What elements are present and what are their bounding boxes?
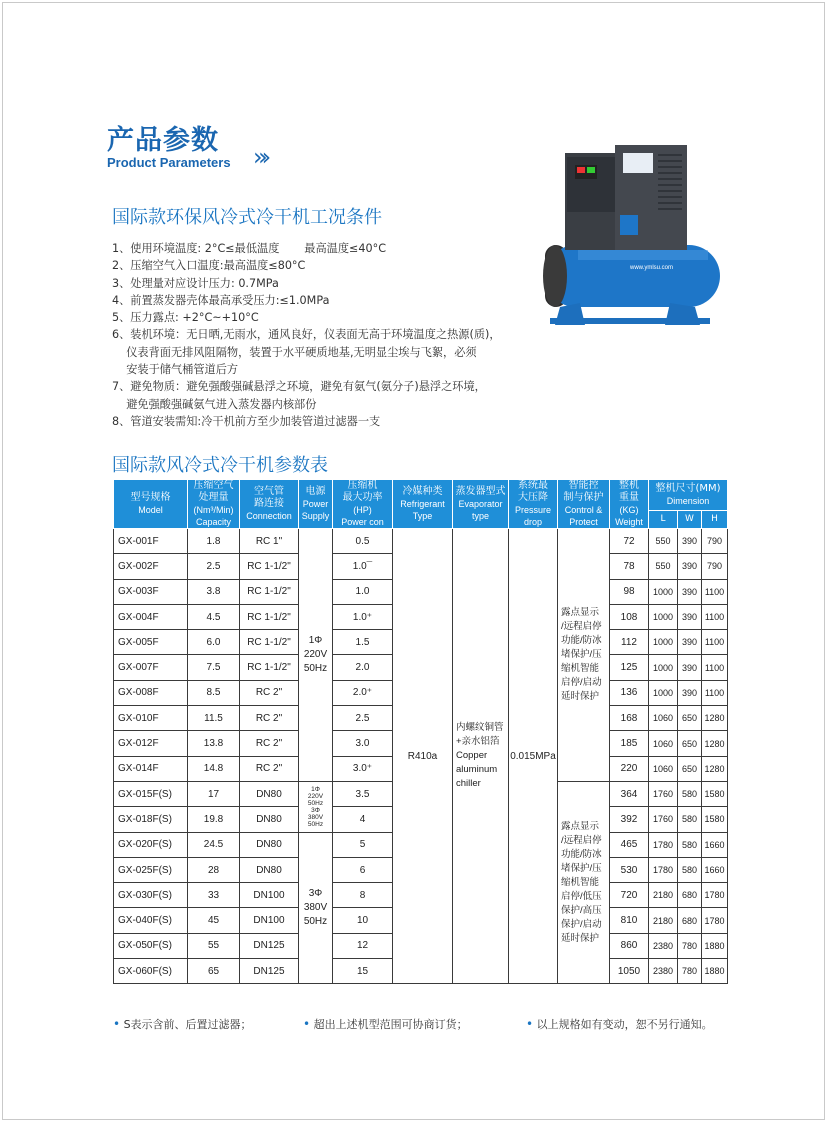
cell-line: 380V xyxy=(303,901,328,913)
weight-cell: 72 xyxy=(610,529,649,554)
header-line: 整机尺寸(MM) xyxy=(655,482,721,494)
dim-w-cell: 680 xyxy=(678,908,702,933)
cell-line: /远程启停 xyxy=(561,834,602,846)
dim-w-cell: 390 xyxy=(678,630,702,655)
dim-h-cell: 1100 xyxy=(702,604,728,629)
dim-h-cell: 1100 xyxy=(702,680,728,705)
model-cell: GX-020F(S) xyxy=(114,832,188,857)
connection-cell: RC 2" xyxy=(240,731,299,756)
note-3: • 以上规格如有变动，恕不另行通知。 xyxy=(526,1017,713,1031)
cell-line: 50Hz xyxy=(303,915,328,927)
condition-item: 4、前置蒸发器壳体最高承受压力:≤1.0MPa xyxy=(112,293,330,307)
header-line: Evaporator xyxy=(458,499,503,509)
refrigerant-cell: R410a xyxy=(393,529,453,984)
condition-item: 7、避免物质：避免强酸强碱悬浮之环境，避免有氨气(氨分子)悬浮之环境， xyxy=(112,380,486,394)
model-cell: GX-008F xyxy=(114,680,188,705)
header-line: Power con xyxy=(341,517,384,527)
col-evaporator xyxy=(453,480,509,529)
hp-cell: 5 xyxy=(333,832,393,857)
dim-l-cell: 2380 xyxy=(649,959,678,984)
cell-line: 50Hz xyxy=(307,799,324,807)
capacity-cell: 14.8 xyxy=(188,756,240,781)
condition-item: 仪表背面无排风阻隔物，装置于水平硬质地基,无明显尘埃与飞絮，必须 xyxy=(112,345,477,359)
dim-h-cell: 1280 xyxy=(702,706,728,731)
header-line: Model xyxy=(138,505,163,515)
header-line: Control & xyxy=(564,505,603,515)
header-line: 大压降 xyxy=(518,492,548,503)
cell-line: 内螺纹铜管 xyxy=(456,722,504,734)
capacity-cell: 4.5 xyxy=(188,604,240,629)
dim-l-cell: 1000 xyxy=(649,604,678,629)
header-line: 路连接 xyxy=(254,498,284,509)
cell-line: aluminum xyxy=(456,764,498,776)
connection-cell: RC 1-1/2" xyxy=(240,630,299,655)
cell-line: 延时保护 xyxy=(561,690,600,702)
table-row xyxy=(114,529,728,554)
cell-line: 启停/启动 xyxy=(561,676,602,688)
cell-line: 延时保护 xyxy=(561,932,600,944)
model-cell: GX-010F xyxy=(114,706,188,731)
dim-w-cell: 650 xyxy=(678,756,702,781)
hp-cell: 1.0 xyxy=(333,579,393,604)
weight-cell: 810 xyxy=(610,908,649,933)
dim-w-cell: 390 xyxy=(678,579,702,604)
connection-cell: RC 2" xyxy=(240,756,299,781)
hp-cell: 1.5 xyxy=(333,630,393,655)
model-cell: GX-040F(S) xyxy=(114,908,188,933)
dim-w-cell: 680 xyxy=(678,883,702,908)
weight-cell: 465 xyxy=(610,832,649,857)
dim-w-cell: 390 xyxy=(678,604,702,629)
header-line: 整机 xyxy=(619,480,639,491)
header-line: type xyxy=(471,511,489,521)
cell-line: 缩机智能 xyxy=(561,876,600,888)
dim-h-cell: 1660 xyxy=(702,832,728,857)
dim-w-cell: 580 xyxy=(678,857,702,882)
weight-cell: 185 xyxy=(610,731,649,756)
power-cell xyxy=(299,781,333,832)
control-cell xyxy=(558,781,610,983)
header-line: 压缩空气 xyxy=(193,480,234,491)
page-title: 产品参数 xyxy=(107,125,219,156)
col-pressure xyxy=(509,480,558,529)
header-line: 空气管 xyxy=(254,486,284,497)
header-line: (Nm³/Min) xyxy=(193,505,234,515)
header-line: Connection xyxy=(246,511,292,521)
product-url: www.ymlsu.com xyxy=(630,265,674,271)
col-dim-w: W xyxy=(678,510,702,528)
col-weight xyxy=(610,480,649,529)
cell-line: 220V xyxy=(307,792,324,800)
capacity-cell: 11.5 xyxy=(188,706,240,731)
model-cell: GX-003F xyxy=(114,579,188,604)
dim-w-cell: 580 xyxy=(678,807,702,832)
cell-line: 1Φ xyxy=(308,634,323,646)
dim-h-cell: 1280 xyxy=(702,731,728,756)
col-dim-l: L xyxy=(649,510,678,528)
dim-w-cell: 780 xyxy=(678,959,702,984)
header-line: 制与保护 xyxy=(563,492,604,503)
capacity-cell: 55 xyxy=(188,933,240,958)
dim-l-cell: 1060 xyxy=(649,731,678,756)
cell-line: Copper xyxy=(456,750,488,762)
connection-cell: RC 1-1/2" xyxy=(240,655,299,680)
capacity-cell: 28 xyxy=(188,857,240,882)
hp-cell: 15 xyxy=(333,959,393,984)
weight-cell: 168 xyxy=(610,706,649,731)
cell-line: /远程启停 xyxy=(561,620,602,632)
header-line: 蒸发器型式 xyxy=(455,486,506,497)
connection-cell: DN80 xyxy=(240,807,299,832)
connection-cell: RC 1-1/2" xyxy=(240,604,299,629)
cell-line: 50Hz xyxy=(307,820,324,828)
condition-item: 安装于储气桶管道后方 xyxy=(112,363,239,377)
cell-line: 380V xyxy=(307,813,324,821)
capacity-cell: 19.8 xyxy=(188,807,240,832)
cell-line: 50Hz xyxy=(303,662,328,674)
col-connection xyxy=(240,480,299,529)
model-cell: GX-025F(S) xyxy=(114,857,188,882)
cell-line: 3Φ xyxy=(308,887,323,899)
dim-h-cell: 1880 xyxy=(702,933,728,958)
header-line: (KG) xyxy=(619,505,639,515)
model-cell: GX-004F xyxy=(114,604,188,629)
capacity-cell: 1.8 xyxy=(188,529,240,554)
model-cell: GX-002F xyxy=(114,554,188,579)
hp-cell: 2.0⁺ xyxy=(333,680,393,705)
cell-line: 保护/高压 xyxy=(561,904,602,916)
capacity-cell: 24.5 xyxy=(188,832,240,857)
condition-item: 6、装机环境：无日晒,无雨水，通风良好，仪表面无高于环境温度之热源(质)， xyxy=(112,328,501,342)
dim-h-cell: 790 xyxy=(702,554,728,579)
header-line: Refrigerant xyxy=(400,499,445,509)
condition-item: 3、处理量对应设计压力: 0.7MPa xyxy=(112,276,279,290)
col-dim-h: H xyxy=(702,510,728,528)
dim-l-cell: 1000 xyxy=(649,579,678,604)
dim-l-cell: 1060 xyxy=(649,756,678,781)
condition-item: 2、压缩空气入口温度:最高温度≤80°C xyxy=(112,259,306,273)
capacity-cell: 33 xyxy=(188,883,240,908)
cell-line: 功能/防冰 xyxy=(561,634,602,646)
note-1: • S表示含前、后置过滤器； xyxy=(113,1017,252,1031)
weight-cell: 530 xyxy=(610,857,649,882)
connection-cell: DN100 xyxy=(240,908,299,933)
capacity-cell: 45 xyxy=(188,908,240,933)
dim-h-cell: 1100 xyxy=(702,630,728,655)
header-line: (HP) xyxy=(353,505,372,515)
hp-cell: 1.0⁺ xyxy=(333,604,393,629)
hp-cell: 0.5 xyxy=(333,529,393,554)
cell-line: 1Φ xyxy=(311,785,320,793)
weight-cell: 98 xyxy=(610,579,649,604)
connection-cell: DN80 xyxy=(240,857,299,882)
weight-cell: 108 xyxy=(610,604,649,629)
header-line: Supply xyxy=(301,511,330,521)
header-line: Protect xyxy=(569,517,598,527)
control-cell xyxy=(558,529,610,782)
header-line: 重量 xyxy=(619,492,639,503)
pressure-cell: 0.015MPa xyxy=(509,529,558,984)
header-line: 电源 xyxy=(305,486,326,497)
hp-cell: 3.5 xyxy=(333,781,393,806)
dim-l-cell: 2380 xyxy=(649,933,678,958)
dim-l-cell: 1000 xyxy=(649,630,678,655)
dim-l-cell: 1060 xyxy=(649,706,678,731)
model-cell: GX-007F xyxy=(114,655,188,680)
capacity-cell: 7.5 xyxy=(188,655,240,680)
conditions-title: 国际款环保风冷式冷干机工况条件 xyxy=(112,207,382,228)
cell-line: 启停/低压 xyxy=(561,890,602,902)
hp-cell: 3.0⁺ xyxy=(333,756,393,781)
hp-cell: 2.0 xyxy=(333,655,393,680)
weight-cell: 1050 xyxy=(610,959,649,984)
power-cell xyxy=(299,529,333,782)
dim-w-cell: 780 xyxy=(678,933,702,958)
header-line: 处理量 xyxy=(198,492,229,503)
model-cell: GX-012F xyxy=(114,731,188,756)
dim-l-cell: 550 xyxy=(649,529,678,554)
dim-h-cell: 1100 xyxy=(702,655,728,680)
dim-w-cell: 580 xyxy=(678,832,702,857)
cell-line: 露点显示 xyxy=(561,820,600,832)
col-control xyxy=(558,480,610,529)
model-cell: GX-018F(S) xyxy=(114,807,188,832)
header-line: 系统最 xyxy=(518,480,548,491)
header-line: Power xyxy=(302,499,329,509)
cell-line: 堵保护/压 xyxy=(561,648,602,660)
connection-cell: DN125 xyxy=(240,933,299,958)
capacity-cell: 13.8 xyxy=(188,731,240,756)
dim-w-cell: 390 xyxy=(678,680,702,705)
connection-cell: RC 2" xyxy=(240,706,299,731)
col-capacity xyxy=(188,480,240,529)
cell-line: 堵保护/压 xyxy=(561,862,602,874)
dim-w-cell: 650 xyxy=(678,706,702,731)
dim-h-cell: 1780 xyxy=(702,883,728,908)
header-line: 压缩机 xyxy=(347,480,378,491)
col-dimension xyxy=(649,480,728,511)
page-subtitle: Product Parameters xyxy=(107,155,231,170)
dim-w-cell: 390 xyxy=(678,655,702,680)
weight-cell: 136 xyxy=(610,680,649,705)
col-model xyxy=(114,480,188,529)
hp-cell: 12 xyxy=(333,933,393,958)
header-line: drop xyxy=(523,517,542,527)
evaporator-cell xyxy=(453,529,509,984)
header-line: Weight xyxy=(615,517,643,527)
connection-cell: RC 1" xyxy=(240,529,299,554)
weight-cell: 220 xyxy=(610,756,649,781)
hp-cell: 8 xyxy=(333,883,393,908)
weight-cell: 720 xyxy=(610,883,649,908)
connection-cell: RC 2" xyxy=(240,680,299,705)
condition-item: 8、管道安装需知:冷干机前方至少加装管道过滤器一支 xyxy=(112,414,381,428)
capacity-cell: 3.8 xyxy=(188,579,240,604)
weight-cell: 364 xyxy=(610,781,649,806)
dim-h-cell: 1780 xyxy=(702,908,728,933)
power-cell xyxy=(299,832,333,984)
col-hp xyxy=(333,480,393,529)
connection-cell: RC 1-1/2" xyxy=(240,579,299,604)
dim-l-cell: 1760 xyxy=(649,807,678,832)
cell-line: 保护/启动 xyxy=(561,918,602,930)
model-cell: GX-014F xyxy=(114,756,188,781)
conditions-list xyxy=(112,240,501,430)
connection-cell: DN80 xyxy=(240,781,299,806)
chevron-icon: »› xyxy=(253,143,266,171)
weight-cell: 78 xyxy=(610,554,649,579)
model-cell: GX-050F(S) xyxy=(114,933,188,958)
dim-h-cell: 790 xyxy=(702,529,728,554)
dim-h-cell: 1580 xyxy=(702,807,728,832)
model-cell: GX-030F(S) xyxy=(114,883,188,908)
hp-cell: 3.0 xyxy=(333,731,393,756)
weight-cell: 125 xyxy=(610,655,649,680)
header-line: 智能控 xyxy=(568,480,599,491)
model-cell: GX-001F xyxy=(114,529,188,554)
dim-h-cell: 1100 xyxy=(702,579,728,604)
capacity-cell: 17 xyxy=(188,781,240,806)
dim-h-cell: 1580 xyxy=(702,781,728,806)
dim-h-cell: 1880 xyxy=(702,959,728,984)
dim-h-cell: 1280 xyxy=(702,756,728,781)
dim-w-cell: 390 xyxy=(678,554,702,579)
dim-l-cell: 1000 xyxy=(649,680,678,705)
cell-line: 功能/防冰 xyxy=(561,848,602,860)
dim-l-cell: 1780 xyxy=(649,857,678,882)
col-power xyxy=(299,480,333,529)
capacity-cell: 2.5 xyxy=(188,554,240,579)
col-refrigerant xyxy=(393,480,453,529)
note-2: • 超出上述机型范围可协商订货； xyxy=(303,1017,468,1031)
header-line: Pressure xyxy=(514,505,551,515)
model-cell: GX-015F(S) xyxy=(114,781,188,806)
header-line: 型号规格 xyxy=(130,492,171,503)
capacity-cell: 8.5 xyxy=(188,680,240,705)
condition-item: 避免强酸强碱氨气进入蒸发器内核部份 xyxy=(112,397,317,411)
dim-w-cell: 580 xyxy=(678,781,702,806)
header-line: Dimension xyxy=(666,495,710,506)
dim-l-cell: 2180 xyxy=(649,908,678,933)
cell-line: 220V xyxy=(303,648,328,660)
connection-cell: DN125 xyxy=(240,959,299,984)
condition-item: 5、压力露点: +2°C~+10°C xyxy=(112,311,259,325)
header-line: Capacity xyxy=(195,517,231,527)
connection-cell: RC 1-1/2" xyxy=(240,554,299,579)
header-line: Type xyxy=(412,511,433,521)
hp-cell: 4 xyxy=(333,807,393,832)
cell-line: 3Φ xyxy=(311,806,320,814)
dim-l-cell: 1760 xyxy=(649,781,678,806)
hp-cell: 10 xyxy=(333,908,393,933)
weight-cell: 112 xyxy=(610,630,649,655)
weight-cell: 392 xyxy=(610,807,649,832)
capacity-cell: 6.0 xyxy=(188,630,240,655)
header-line: 冷媒种类 xyxy=(402,486,443,497)
cell-line: 缩机智能 xyxy=(561,662,600,674)
cell-line: chiller xyxy=(456,778,481,790)
cell-line: +亲水铝箔 xyxy=(456,736,500,748)
connection-cell: DN80 xyxy=(240,832,299,857)
dim-l-cell: 1780 xyxy=(649,832,678,857)
params-title: 国际款风冷式冷干机参数表 xyxy=(112,455,328,476)
dim-w-cell: 390 xyxy=(678,529,702,554)
hp-cell: 1.0¯ xyxy=(333,554,393,579)
dim-h-cell: 1660 xyxy=(702,857,728,882)
condition-item: 1、使用环境温度: 2°C≤最低温度 最高温度≤40°C xyxy=(112,242,387,255)
hp-cell: 2.5 xyxy=(333,706,393,731)
hp-cell: 6 xyxy=(333,857,393,882)
product-image xyxy=(520,135,720,325)
capacity-cell: 65 xyxy=(188,959,240,984)
header-line: 最大功率 xyxy=(342,492,383,503)
dim-l-cell: 1000 xyxy=(649,655,678,680)
model-cell: GX-060F(S) xyxy=(114,959,188,984)
params-table xyxy=(113,479,728,984)
cell-line: 露点显示 xyxy=(561,606,600,618)
dim-l-cell: 550 xyxy=(649,554,678,579)
weight-cell: 860 xyxy=(610,933,649,958)
dim-l-cell: 2180 xyxy=(649,883,678,908)
dim-w-cell: 650 xyxy=(678,731,702,756)
connection-cell: DN100 xyxy=(240,883,299,908)
model-cell: GX-005F xyxy=(114,630,188,655)
